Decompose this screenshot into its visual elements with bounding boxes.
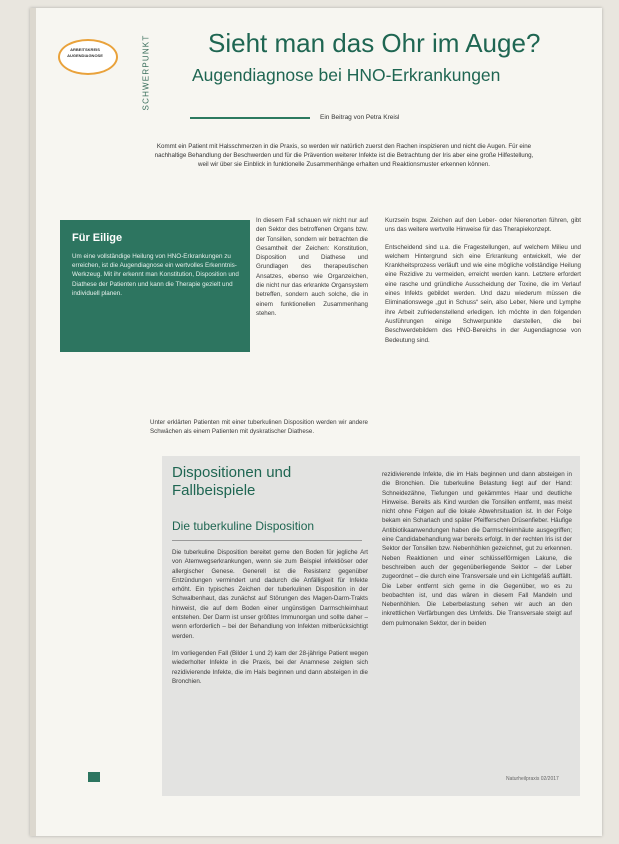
logo-text-line2: AUGENDIAGNOSE xyxy=(67,53,103,58)
body-paragraph: Unter erklärten Patienten mit einer tuberkulinen Disposition werden wir andere Schwächen als einem Patienten mit dyskratischer Diathese. xyxy=(150,419,368,436)
issue-footer: Naturheilpraxis 02/2017 xyxy=(506,776,559,782)
association-logo xyxy=(50,34,120,74)
section-column-1 xyxy=(172,548,368,694)
body-column-1 xyxy=(256,216,368,326)
magazine-page xyxy=(30,8,602,836)
byline: Ein Beitrag von Petra Kreisl xyxy=(320,114,400,121)
body-column-2 xyxy=(385,216,581,353)
section-paragraph: Die tuberkuline Disposition bereitet gerne den Boden für jegliche Art von Atemwegserkrankungen, wenn sie zum Beispiel infektiöser oder allergischer Genese. Generell ist die Resistenz gegenüber Entzündungen vermindert und dadurch die Anfälligkeit für Infekte erhöht. Ein typisches Zeichen der tuberkulinen Disposition in der Schwalbenhaut, das zunächst auf Störungen des Magen-Darm-Trakts hinweist, die auf dem Boden einer ungünstigen Darmschleimhaut entstehen. Der Darm ist unser größtes Immunorgan und sollte daher – wenn erforderlich – bei der Behandlung von Infekten mitberücksichtigt werden. xyxy=(172,549,368,640)
section-title: Dispositionen und Fallbeispiele xyxy=(172,464,292,499)
kicker-label: SCHWERPUNKT xyxy=(141,34,151,111)
body-paragraph: In diesem Fall schauen wir nicht nur auf den Sektor des betroffenen Organs bzw. der Tonsillen, sondern wir betrachten die Gesamtheit der Zeichen: Konstitution, Disposition und Diathese und Grundlagen des therapeutischen Ansatzes, ebenso wie Organzeichen, die nicht nur das erkrankte Organsystem betreffen, sondern auch solche, die in einem funktionellen Zusammenhang stehen. xyxy=(256,217,368,317)
byline-accent-rule xyxy=(190,117,310,119)
lead-paragraph: Kommt ein Patient mit Halsschmerzen in die Praxis, so werden wir natürlich zuerst den Rachen inspizieren und nicht die Augen. Für eine nachhaltige Behandlung der Beschwerden und für die Prävention weiterer Infekte ist die Betrachtung der Iris aber eine große Hilfestellung, weil wir über sie Einblick in funktionelle Zusammenhänge erhalten und Reaktionsmuster erkennen können. xyxy=(154,143,534,169)
article-subtitle: Augendiagnose bei HNO-Erkrankungen xyxy=(192,65,501,85)
summary-box xyxy=(60,220,250,352)
logo-text-line1: ARBEITSKREIS xyxy=(70,47,100,52)
section-kicker xyxy=(141,30,156,120)
section-column-2 xyxy=(382,470,572,636)
page-gutter xyxy=(30,8,36,836)
body-paragraph: Kurzsein bspw. Zeichen auf den Leber- oder Nierenorten führen, gibt uns das weitere wertvolle Hinweise für das Therapiekonzept. xyxy=(385,217,581,234)
section-subtitle: Die tuberkuline Disposition xyxy=(172,519,315,533)
article-title: Sieht man das Ohr im Auge? xyxy=(208,28,541,58)
summary-box-title: Für Eilige xyxy=(72,232,123,244)
section-paragraph: Im vorliegenden Fall (Bilder 1 und 2) kam der 28-jährige Patient wegen wiederholter Infekte in die Praxis, bei der Anamnese zeigten sich rezidivierende Infekte, die im Hals beginnen und dann absteigen in die Bronchien. xyxy=(172,649,368,685)
summary-box-text: Um eine vollständige Heilung von HNO-Erkrankungen zu erreichen, ist die Augendiagnose ein wertvolles Erkenntnis-Werkzeug. Mit ihr erkennt man Konstitution, Disposition und Diathese der Patienten und kann die Therapie gezielt und individuell planen. xyxy=(72,253,239,297)
body-paragraph: Entscheidend sind u.a. die Fragestellungen, auf welchem Milieu und welchem Hintergrund sich eine Erkrankung entwickelt, wie der Krankheitsprozess verläuft und wie eine mögliche vollständige Heilung eine Rezidive zu vermeiden, erreicht werden kann. Letztere erfordert eine rasche und gründliche Ausscheidung der Toxine, die im Verlauf eines Infekts gebildet werden. Und dazu wiederum müssen die Eliminationswege „gut in Schuss“ sein, also Leber, Niere und Lymphe ihre Arbeit zufriedenstellend erledigen. Ich möchte in den folgenden Ausführungen einige Schwerpunkte darstellen, die bei Beschwerdebildern des HNO-Bereichs in der Augendiagnose von Bedeutung sind. xyxy=(385,243,581,344)
body-column-1-bottom xyxy=(150,418,368,445)
page-number-marker xyxy=(88,772,100,782)
section-divider xyxy=(172,540,362,541)
section-paragraph: rezidivierende Infekte, die im Hals beginnen und dann absteigen in die Bronchien. Die tuberkuline Belastung liegt auf der Hand: Schneidezähne, Tiefungen und gekämmtes Haar und deutliche Hinweise. Bereits als Kind wurden die Tonsillen entfernt, was meist nicht ohne Folgen auf die lokale Abwehrsituation ist. In der Folge bekam ein Scharlach und später Pfeifferschen Drüsenfieber. Häufige Antibiotikaanwendungen haben die Darmschleimhäute ausgegriffen; eine Candidabehandlung war bereits erfolgt. In der rechten Iris ist der Sektor der Tonsillen bzw. Nebenhöhlen gezeichnet, gut zu erkennen. Neben Reaktionen und einer schlüsselförmigen Lakune, die beschreiben auch der gegenüberliegende Sektor – der Leber zugeordnet – die durch eine Transversale und ein Lichtgefäß auffällt. Die Leber entfernt sich gerne in die Gegenüber, wo es zu beobachten ist, und das wären in diesem Fall Mandeln und Nebenhöhlen. Die Leberbelastung sehen wir auch an den inkrettlichen Verfärbungen des Umfelds. Die Transversale steigt auf dem pulmonalen Sektor, der in beiden xyxy=(382,471,572,627)
